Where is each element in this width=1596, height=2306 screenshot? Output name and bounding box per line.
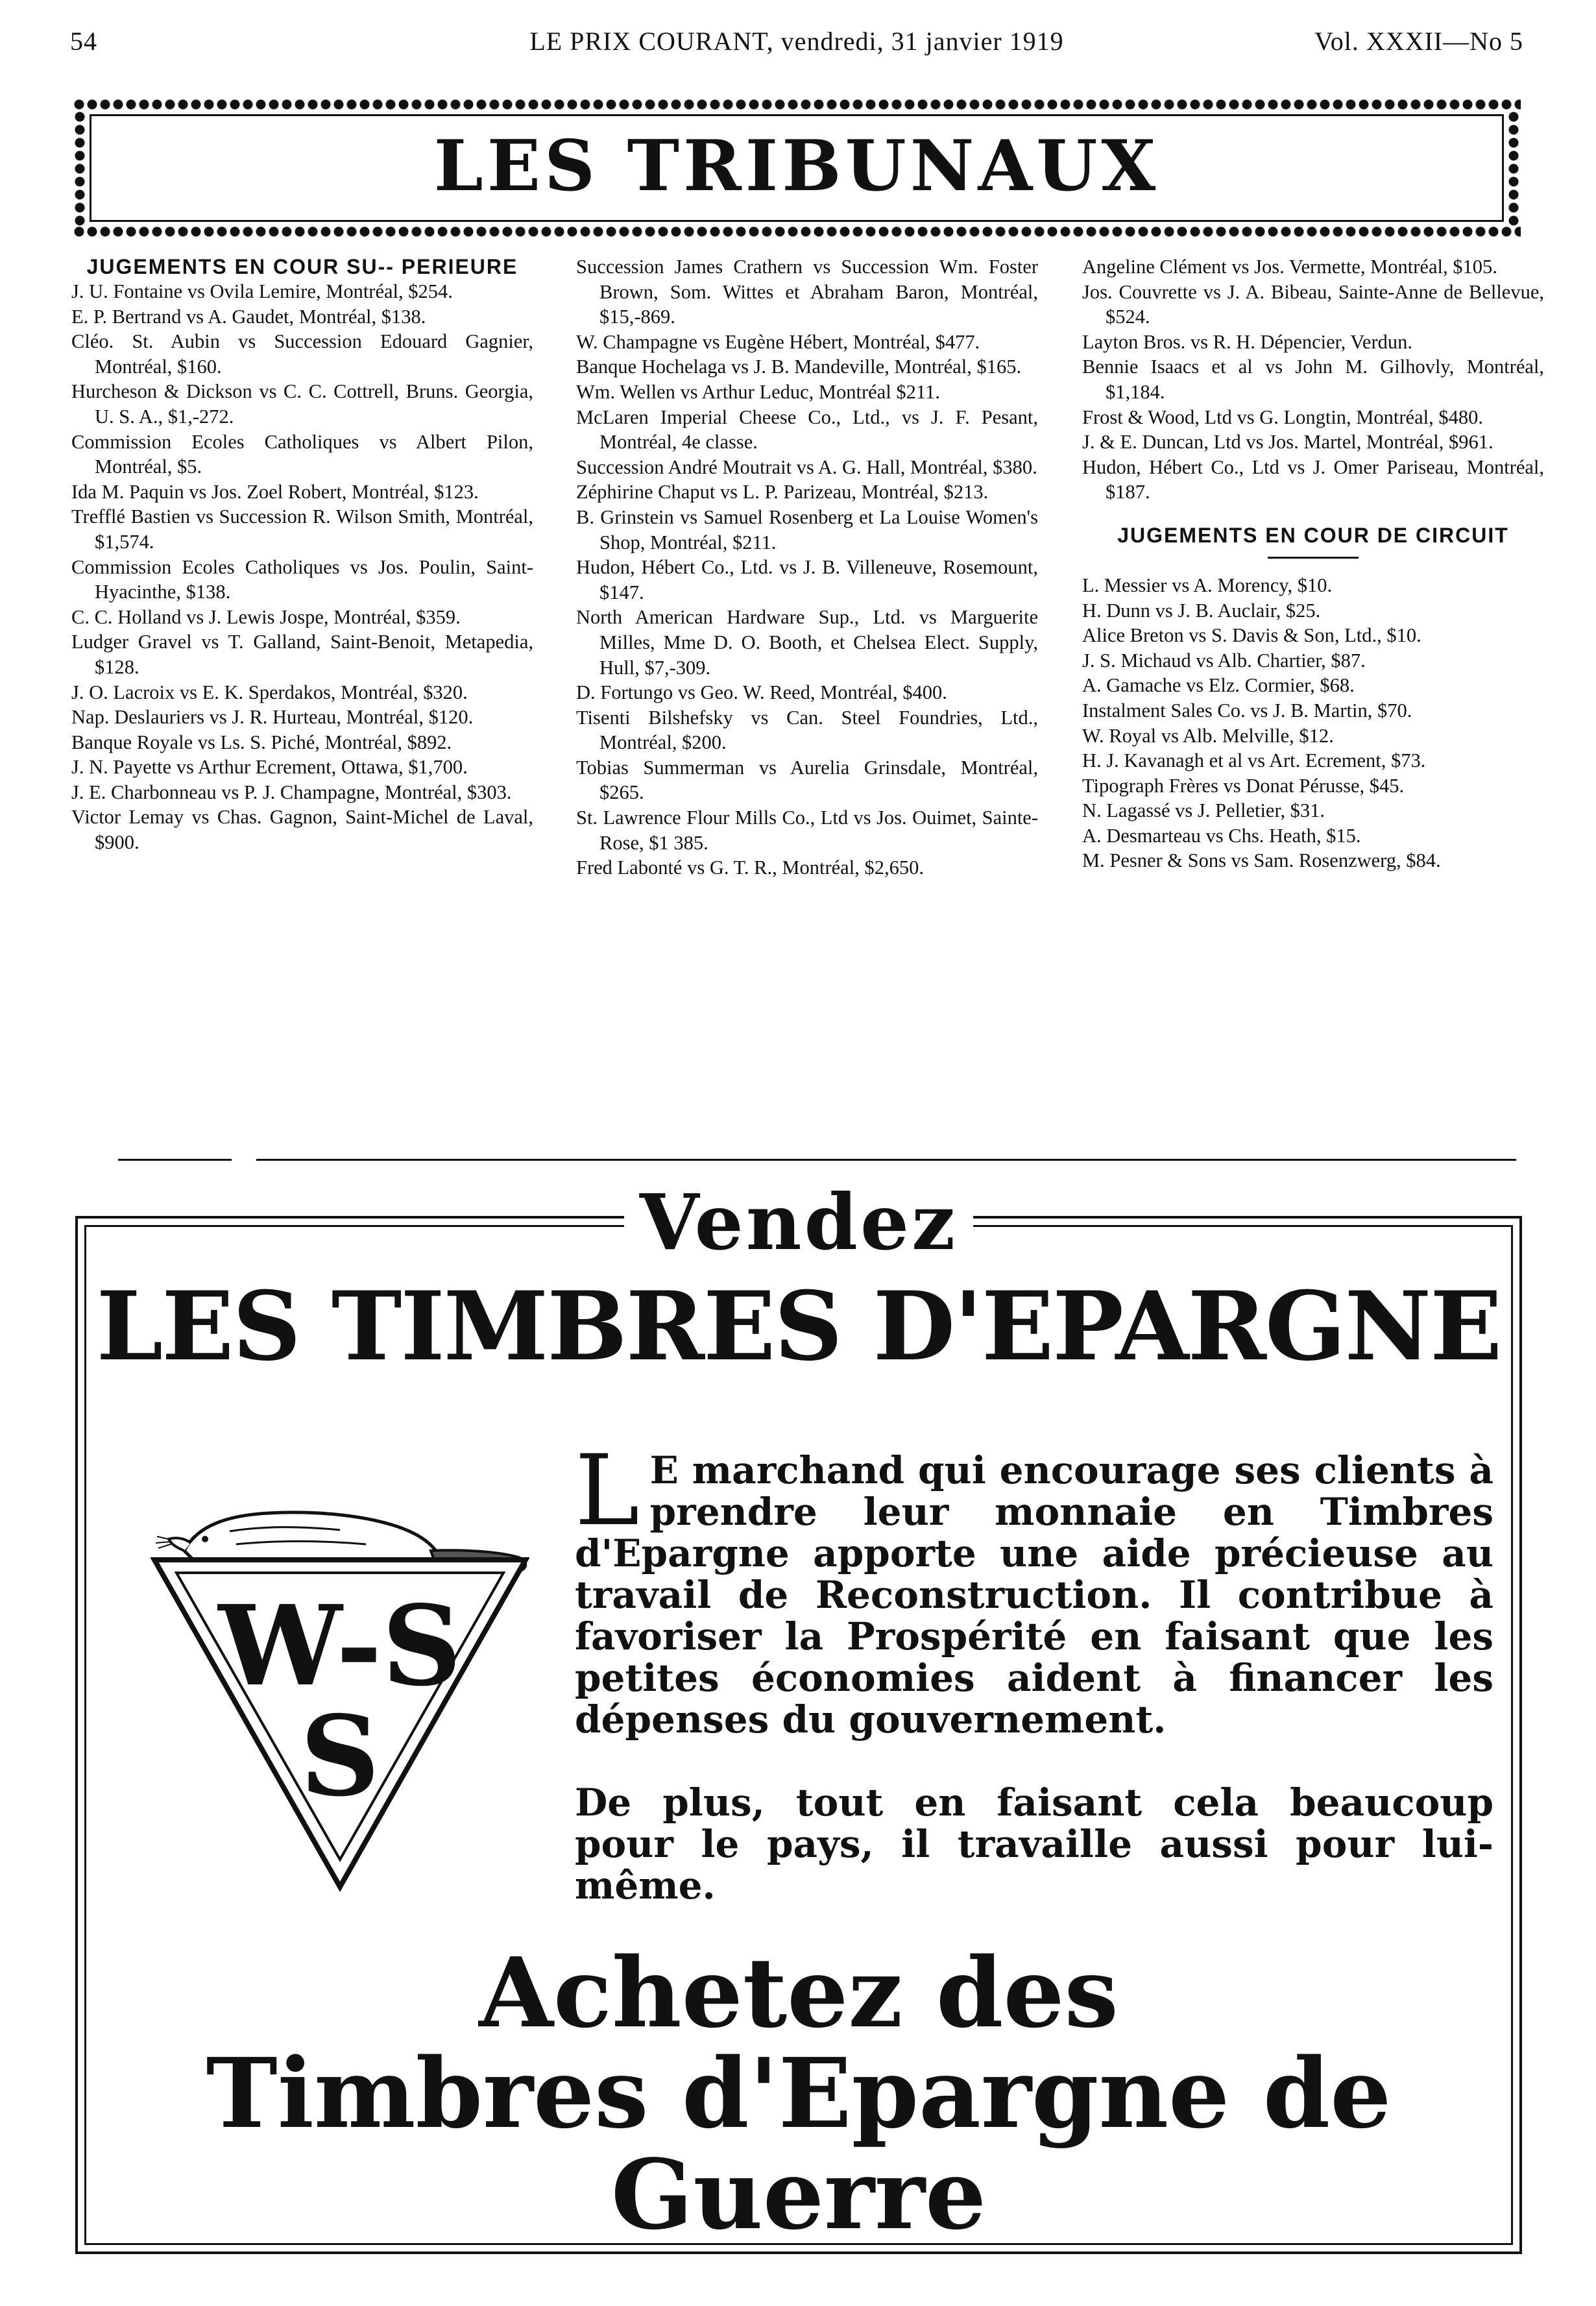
separator-rule (256, 1159, 1516, 1161)
judgment-entry: J. O. Lacroix vs E. K. Sperdakos, Montréal, $320. (71, 681, 468, 703)
judgment-entry: Tobias Summerman vs Aurelia Grinsdale, Montréal, $265. (576, 756, 1038, 804)
ad-paragraph-2: De plus, tout en faisant cela beaucoup pour le pays, il travaille aussi pour lui-même. (575, 1780, 1493, 1908)
judgment-entry: Angeline Clément vs Jos. Vermette, Montréal, $105. (1082, 256, 1497, 278)
judgment-entry: J. & E. Duncan, Ltd vs Jos. Martel, Montréal, $961. (1082, 431, 1493, 454)
column-heading: JUGEMENTS EN COUR SU-- PERIEURE (86, 255, 518, 278)
judgment-entry: Instalment Sales Co. vs J. B. Martin, $70. (1082, 699, 1412, 722)
war-savings-advertisement (75, 1177, 1522, 2254)
judgment-entry: Trefflé Bastien vs Succession R. Wilson Smith, Montréal, $1,574. (71, 505, 533, 553)
column-superior-court (71, 254, 533, 855)
drop-cap: L (575, 1435, 640, 1547)
judgment-entry: Victor Lemay vs Chas. Gagnon, Saint-Michel de Laval, $900. (71, 806, 533, 854)
entries-top (1082, 254, 1544, 505)
judgment-entry: McLaren Imperial Cheese Co., Ltd., vs J. F. Pesant, Montréal, 4e classe. (576, 406, 1038, 454)
judgment-entry: J. E. Charbonneau vs P. J. Champagne, Montréal, $303. (71, 781, 512, 803)
judgment-entry: B. Grinstein vs Samuel Rosenberg et La Louise Women's Shop, Montréal, $211. (576, 505, 1038, 553)
heading-rule (1268, 557, 1359, 559)
judgment-entry: North American Hardware Sup., Ltd. vs Marguerite Milles, Mme D. O. Booth, et Chelsea Elect. Supply, Hull, $7,-309. (576, 606, 1038, 679)
judgment-entry: Fred Labonté vs G. T. R., Montréal, $2,650. (576, 856, 924, 879)
court-judgments (71, 254, 1544, 1143)
ad-headline: LES TIMBRES D'EPARGNE (96, 1271, 1501, 1382)
ad-paragraph-1 (575, 1435, 1493, 1742)
ad-body (575, 1435, 1493, 1948)
judgment-entry: J. U. Fontaine vs Ovila Lemire, Montréal, $254. (71, 280, 453, 302)
judgment-entry: E. P. Bertrand vs A. Gaudet, Montréal, $138. (71, 305, 426, 328)
judgment-entry: H. J. Kavanagh et al vs Art. Ecrement, $73. (1082, 749, 1426, 772)
judgment-entry: Hudon, Hébert Co., Ltd vs J. Omer Pariseau, Montréal, $187. (1082, 455, 1544, 504)
column-continued (576, 254, 1038, 880)
ad-top-word-text: Vendez (624, 1177, 973, 1267)
judgment-entry: J. S. Michaud vs Alb. Chartier, $87. (1082, 649, 1366, 672)
judgment-entry: A. Desmarteau vs Chs. Heath, $15. (1082, 824, 1361, 847)
dotted-border-top (73, 97, 1521, 112)
section-banner (73, 97, 1521, 239)
judgment-entry: Nap. Deslauriers vs J. R. Hurteau, Montréal, $120. (71, 706, 474, 729)
volume-number: Vol. XXXII—No 5 (1314, 27, 1523, 56)
judgment-entry: Succession André Moutrait vs A. G. Hall, Montréal, $380. (576, 455, 1037, 478)
judgment-entry: Tipograph Frères vs Donat Pérusse, $45. (1082, 774, 1405, 797)
logo-ws-text: W-S (218, 1581, 462, 1711)
judgment-entry: Cléo. St. Aubin vs Succession Edouard Gagnier, Montréal, $160. (71, 330, 533, 378)
judgment-entry: Succession James Crathern vs Succession Wm. Foster Brown, Som. Wittes et Abraham Baron, Montréal, $15,-869. (576, 256, 1038, 328)
entries-bottom (1082, 573, 1544, 873)
judgment-entry: Zéphirine Chaput vs L. P. Parizeau, Montréal, $213. (576, 481, 989, 504)
judgment-entry: N. Lagassé vs J. Pelletier, $31. (1082, 799, 1325, 822)
judgment-entry: H. Dunn vs J. B. Auclair, $25. (1082, 599, 1321, 622)
judgment-entry: Ida M. Paquin vs Jos. Zoel Robert, Montréal, $123. (71, 480, 479, 503)
judgment-entry: Commission Ecoles Catholiques vs Albert Pilon, Montréal, $5. (71, 430, 533, 478)
ad-paragraph-1-text: E marchand qui encourage ses clients à prendre leur monnaie en Timbres d'Epargne apporte une aide précieuse au travail de Reconstruction. Il contribue à favoriser la Prospérité en faisant que les petites économies aident à financer les dépenses du gouvernement. (575, 1448, 1493, 1742)
judgment-entry: Wm. Wellen vs Arthur Leduc, Montréal $211. (576, 380, 940, 403)
judgment-entry: Banque Royale vs Ls. S. Piché, Montréal, $892. (71, 731, 452, 753)
judgment-entry: M. Pesner & Sons vs Sam. Rosenzwerg, $84. (1082, 849, 1441, 872)
logo-s-text: S (300, 1692, 380, 1821)
page-number: 54 (70, 27, 97, 56)
dotted-border-bottom (73, 225, 1521, 239)
judgment-entry: J. N. Payette vs Arthur Ecrement, Ottawa, $1,700. (71, 756, 468, 779)
separator-rule (118, 1159, 232, 1161)
ad-top-word (75, 1177, 1522, 1267)
running-head (70, 26, 1523, 65)
judgment-entry: W. Royal vs Alb. Melville, $12. (1082, 724, 1334, 747)
judgment-entry: Frost & Wood, Ltd vs G. Longtin, Montréal, $480. (1082, 406, 1483, 428)
section-title: LES TRIBUNAUX (433, 125, 1160, 207)
judgment-entry: Tisenti Bilshefsky vs Can. Steel Foundries, Ltd., Montréal, $200. (576, 706, 1038, 754)
judgment-entry: St. Lawrence Flour Mills Co., Ltd vs Jos. Ouimet, Sainte-Rose, $1 385. (576, 807, 1038, 854)
judgment-entry: Hurcheson & Dickson vs C. C. Cottrell, Bruns. Georgia, U. S. A., $1,-272. (71, 380, 533, 428)
publication-line: LE PRIX COURANT, vendredi, 31 janvier 1919 (529, 27, 1064, 56)
cta-line-1: Achetez des (479, 1936, 1118, 2049)
war-savings-stamp-logo (151, 1555, 529, 1892)
judgment-entry: Commission Ecoles Catholiques vs Jos. Poulin, Saint-Hyacinthe, $138. (71, 555, 533, 603)
judgment-entry: C. C. Holland vs J. Lewis Jospe, Montréal, $359. (71, 605, 461, 628)
judgment-entry: Bennie Isaacs et al vs John M. Gilhovly, Montréal, $1,184. (1082, 356, 1544, 403)
judgment-entry: Jos. Couvrette vs J. A. Bibeau, Sainte-Anne de Bellevue, $524. (1082, 280, 1544, 328)
judgment-entry: W. Champagne vs Eugène Hébert, Montréal, $477. (576, 330, 980, 353)
judgment-entry: Hudon, Hébert Co., Ltd. vs J. B. Villeneuve, Rosemount, $147. (576, 556, 1038, 603)
judgment-entry: Layton Bros. vs R. H. Dépencier, Verdun. (1082, 330, 1412, 353)
judgment-entry: Ludger Gravel vs T. Galland, Saint-Benoit, Metapedia, $128. (71, 631, 533, 678)
column-circuit-court (1082, 254, 1544, 873)
judgment-entry: D. Fortungo vs Geo. W. Reed, Montréal, $400. (576, 681, 947, 704)
judgment-entry: L. Messier vs A. Morency, $10. (1082, 574, 1333, 596)
ad-call-to-action (75, 1936, 1522, 2251)
column-heading: JUGEMENTS EN COUR DE CIRCUIT (1117, 523, 1509, 547)
judgment-entry: A. Gamache vs Elz. Cormier, $68. (1082, 674, 1355, 697)
judgment-entry: Banque Hochelaga vs J. B. Mandeville, Montréal, $165. (576, 356, 1022, 378)
cta-line-2: Timbres d'Epargne de Guerre (206, 2037, 1392, 2251)
judgment-entry: Alice Breton vs S. Davis & Son, Ltd., $10. (1082, 624, 1421, 647)
